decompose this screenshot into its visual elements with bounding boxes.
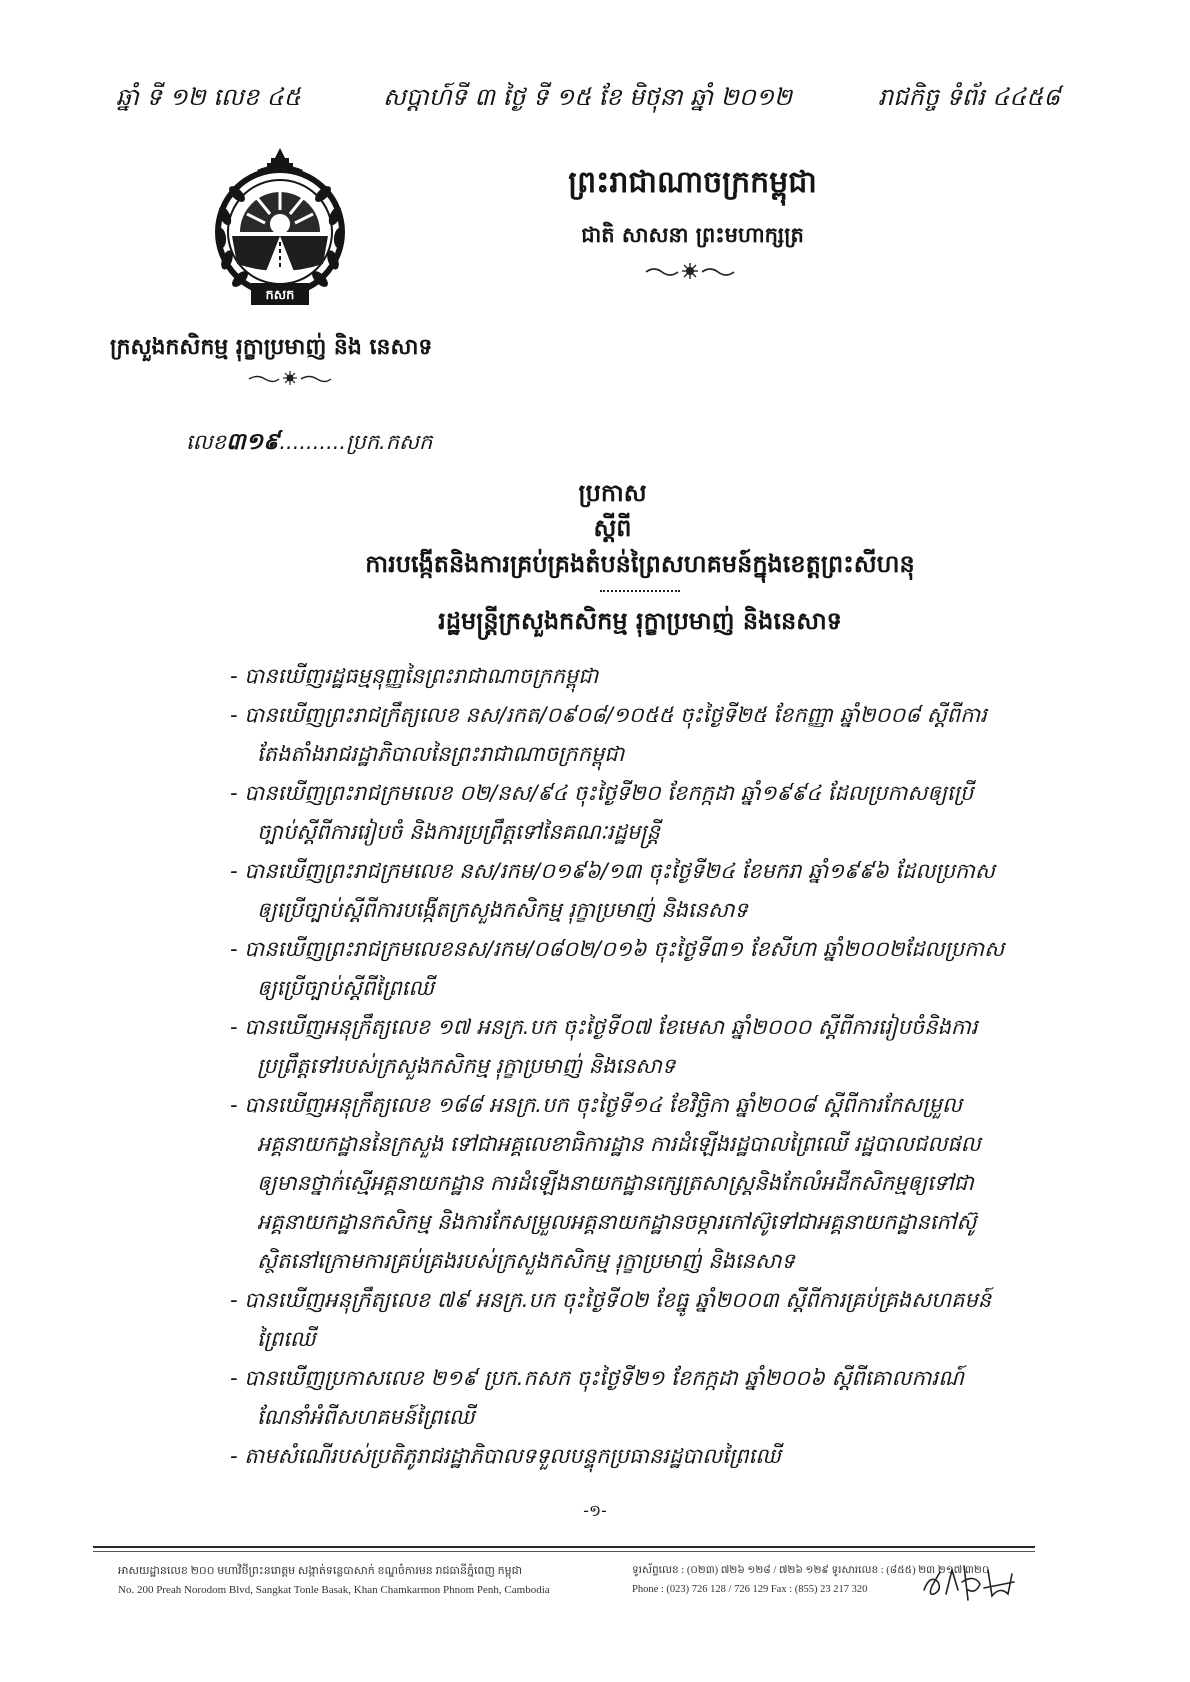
reference-handwritten-number: ៣១៩ xyxy=(226,429,280,455)
title-dotted-separator xyxy=(600,590,680,592)
footer-contact-en: Phone : (023) 726 128 / 726 129 Fax : (855) 23 217 320 xyxy=(632,1584,868,1595)
consideration-item xyxy=(230,1359,1060,1437)
emblem-label: កសក xyxy=(265,288,295,303)
consideration-line: ឲ្យប្រើច្បាប់ស្តីពីការបង្កើតក្រសួងកសិកម្ម រុក្ខាប្រមាញ់ និងនេសាទ xyxy=(257,898,748,922)
issuing-authority: រដ្ឋមន្ត្រីក្រសួងកសិកម្ម រុក្ខាប្រមាញ់ និងនេសាទ xyxy=(438,607,842,635)
consideration-line: - បានឃើញអនុក្រឹត្យលេខ ៧៩ អនក្រ.បក ចុះថ្ងៃទី០២ ខែធ្នូ ឆ្នាំ២០០៣ ស្តីពីការគ្រប់គ្រងសហគមន៍ xyxy=(230,1288,992,1312)
ornament-divider xyxy=(640,262,740,280)
reference-number xyxy=(186,424,466,460)
considerations-list xyxy=(230,657,1060,1476)
footer-address-km: អាសយដ្ឋានលេខ ២០០ មហាវិថីព្រះនរោត្តម សង្កាត់ទន្លេបាសាក់ ខណ្ឌចំការមន រាជធានីភ្នំពេញ កម្ពុជា xyxy=(118,1565,523,1577)
consideration-line: - បានឃើញព្រះរាជក្រឹត្យលេខ នស/រកត/០៩០៨/១០៥៥ ចុះថ្ងៃទី២៥ ខែកញ្ញា ឆ្នាំ២០០៨ ស្តីពីការ xyxy=(230,703,987,727)
footer-address-en: No. 200 Preah Norodom Blvd, Sangkat Tonle Basak, Khan Chamkarmon Phnom Penh, Cambodia xyxy=(118,1584,550,1596)
ministry-emblem xyxy=(205,146,355,311)
document-subject: ការបង្កើតនិងការគ្រប់គ្រងតំបន់ព្រៃសហគមន៍ក្នុងខេត្តព្រះសីហនុ xyxy=(365,550,915,578)
emblem-scene xyxy=(232,190,328,274)
title-about: ស្តីពី xyxy=(593,514,632,542)
reference-dots: .......... xyxy=(279,430,347,454)
consideration-line: តែងតាំងរាជរដ្ឋាភិបាលនៃព្រះរាជាណាចក្រកម្ពុជា xyxy=(257,742,625,766)
consideration-item xyxy=(230,774,1060,852)
kingdom-title: ព្រះរាជាណាចក្រកម្ពុជា xyxy=(568,165,817,200)
consideration-line: - បានឃើញព្រះរាជក្រមលេខ នស/រកម/០១៩៦/១៣ ចុះថ្ងៃទី២៤ ខែមករា ឆ្នាំ១៩៩៦ ដែលប្រកាស xyxy=(230,859,995,883)
consideration-line: - បានឃើញព្រះរាជក្រមលេខនស/រកម/០៨០២/០១៦ ចុះថ្ងៃទី៣១ ខែសីហា ឆ្នាំ២០០២ដែលប្រកាស xyxy=(230,937,1005,961)
gazette-date: សប្តាហ៍ទី ៣ ថ្ងៃ ទី ១៥ ខែ មិថុនា ឆ្នាំ ២០១២ xyxy=(383,83,793,111)
reference-prefix: លេខ xyxy=(186,430,226,454)
document-type: ប្រកាស xyxy=(578,479,647,507)
consideration-line: ព្រៃឈើ xyxy=(257,1327,316,1351)
gazette-page-ref: រាជកិច្ច ទំព័រ ៤៤៥៨ xyxy=(878,83,1061,111)
consideration-item xyxy=(230,696,1060,774)
footer-contact-km: ទូរស័ព្ទលេខ : (០២៣) ៧២៦ ១២៨ / ៧២៦ ១២៩ ទូរសារលេខ : (៨៥៥) ២៣ ២១៧ ៣២០ xyxy=(632,1565,990,1576)
consideration-line: - បានឃើញប្រកាសលេខ ២១៩ ប្រក.កសក ចុះថ្ងៃទី២១ ខែកក្កដា ឆ្នាំ២០០៦ ស្តីពីគោលការណ៍ xyxy=(230,1366,964,1390)
consideration-line: ប្រព្រឹត្តទៅរបស់ក្រសួងកសិកម្ម រុក្ខាប្រមាញ់ និងនេសាទ xyxy=(257,1054,676,1078)
consideration-item xyxy=(230,657,1060,696)
consideration-line: - បានឃើញអនុក្រឹត្យលេខ ១៨៨ អនក្រ.បក ចុះថ្ងៃទី១៤ ខែវិច្ឆិកា ឆ្នាំ២០០៨ ស្តីពីការកែសម្រួល xyxy=(230,1093,962,1117)
consideration-line: ណែនាំអំពីសហគមន៍ព្រៃឈើ xyxy=(257,1405,475,1429)
page-number: -១- xyxy=(583,1501,607,1520)
national-motto: ជាតិ សាសនា ព្រះមហាក្សត្រ xyxy=(581,223,804,247)
consideration-line: - បានឃើញអនុក្រឹត្យលេខ ១៧ អនក្រ.បក ចុះថ្ងៃទី០៧ ខែមេសា ឆ្នាំ២០០០ ស្តីពីការរៀបចំនិងការ xyxy=(230,1015,978,1039)
footer-rule xyxy=(93,1546,1035,1548)
consideration-line: អគ្គនាយកដ្ឋានកសិកម្ម និងការកែសម្រួលអគ្គនាយកដ្ឋានចម្ការកៅស៊ូទៅជាអគ្គនាយកដ្ឋានកៅស៊ូ xyxy=(257,1210,977,1234)
gazette-year-issue: ឆ្នាំ ទី ១២ លេខ ៤៥ xyxy=(116,83,301,111)
footer-rule xyxy=(93,1551,1035,1552)
reference-suffix: ប្រក.កសក xyxy=(346,430,433,454)
consideration-line: - បានឃើញព្រះរាជក្រមលេខ ០២/នស/៩៤ ចុះថ្ងៃទី២០ ខែកក្កដា ឆ្នាំ១៩៩៤ ដែលប្រកាសឲ្យប្រើ xyxy=(230,781,974,805)
consideration-line: ច្បាប់ស្តីពីការរៀបចំ និងការប្រព្រឹត្តទៅនៃគណៈរដ្ឋមន្ត្រី xyxy=(257,820,660,844)
consideration-item xyxy=(230,1086,1060,1281)
consideration-item xyxy=(230,852,1060,930)
consideration-line: ស្ថិតនៅក្រោមការគ្រប់គ្រងរបស់ក្រសួងកសិកម្ម រុក្ខាប្រមាញ់ និងនេសាទ xyxy=(257,1249,795,1273)
consideration-item xyxy=(230,1437,1060,1476)
ornament-divider xyxy=(245,370,335,386)
consideration-line: ឲ្យមានថ្នាក់ស្មើអគ្គនាយកដ្ឋាន ការដំឡើងនាយកដ្ឋានក្សេត្រសាស្ត្រនិងកែលំអដីកសិកម្មឲ្យទៅជា xyxy=(257,1171,974,1195)
signature-initials xyxy=(918,1560,1018,1604)
ministry-name: ក្រសួងកសិកម្ម រុក្ខាប្រមាញ់ និង នេសាទ xyxy=(110,335,433,360)
consideration-line: - តាមសំណើរបស់ប្រតិភូរាជរដ្ឋាភិបាលទទួលបន្ទុកប្រធានរដ្ឋបាលព្រៃឈើ xyxy=(230,1444,781,1468)
consideration-line: អគ្គនាយកដ្ឋាននៃក្រសួង ទៅជាអគ្គលេខាធិការដ្ឋាន ការដំឡើងរដ្ឋបាលព្រៃឈើ រដ្ឋបាលជលផល xyxy=(257,1132,981,1156)
consideration-line: - បានឃើញរដ្ឋធម្មនុញ្ញនៃព្រះរាជាណាចក្រកម្ពុជា xyxy=(230,664,599,688)
consideration-item xyxy=(230,930,1060,1008)
consideration-item xyxy=(230,1281,1060,1359)
consideration-line: ឲ្យប្រើច្បាប់ស្តីពីព្រៃឈើ xyxy=(257,976,434,1000)
consideration-item xyxy=(230,1008,1060,1086)
